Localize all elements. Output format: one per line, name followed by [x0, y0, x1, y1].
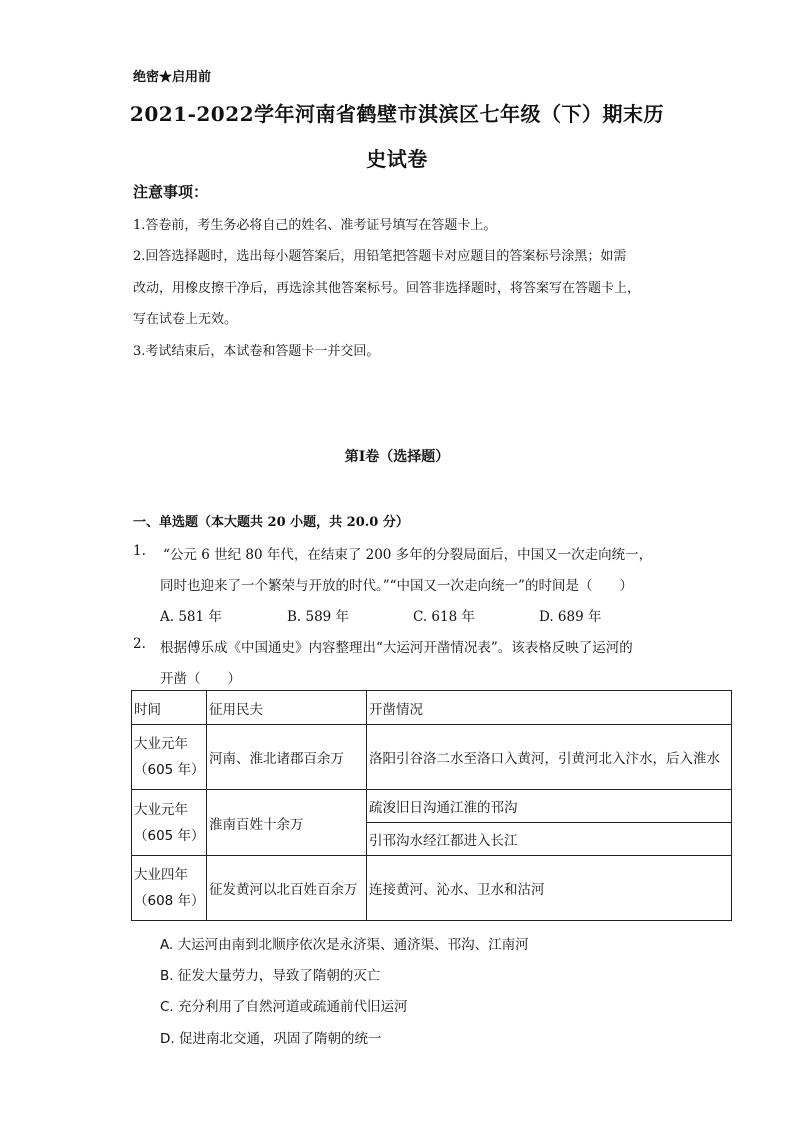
time-cell: [132, 856, 207, 921]
option-b: B. 589 年: [287, 609, 350, 625]
table-row: [132, 856, 732, 921]
option-d: D. 促进南北交通，巩固了隋朝的统一: [160, 1031, 382, 1047]
question-number: 2.: [133, 636, 146, 652]
question-text: “公元 6 世纪 80 年代，在结束了 200 多年的分裂局面后，中国又一次走向统一，: [163, 547, 653, 563]
question-number: 1.: [133, 543, 146, 559]
exam-title-line2: 史试卷: [366, 147, 428, 171]
notice-line: 1.答卷前，考生务必将自己的姓名、准考证号填写在答题卡上。: [133, 218, 497, 233]
time-ad: （605 年）: [134, 762, 205, 778]
works-cell: 洛阳引谷洛二水至洛口入黄河，引黄河北入汴水，后入淮水: [367, 725, 732, 790]
option-a: A. 581 年: [160, 609, 222, 625]
canal-table: [131, 690, 732, 921]
header-cell: 开凿情况: [367, 691, 732, 725]
option-c: C. 618 年: [413, 609, 475, 625]
labor-cell: 淮南百姓十余万: [207, 790, 367, 856]
time-year: 大业元年: [134, 736, 188, 752]
time-cell: [132, 725, 207, 790]
notice-line: 写在试卷上无效。: [133, 312, 238, 327]
labor-cell: 征发黄河以北百姓百余万: [207, 856, 367, 921]
section-title: 第Ⅰ卷（选择题）: [344, 449, 450, 465]
part-heading: 一、单选题（本大题共 20 小题，共 20.0 分）: [133, 515, 409, 530]
time-ad: （608 年）: [134, 893, 205, 909]
notice-heading: 注意事项：: [133, 183, 209, 201]
exam-title-line1: 2021-2022学年河南省鹤壁市淇滨区七年级（下）期末历: [129, 102, 665, 126]
header-cell: 时间: [132, 691, 207, 725]
confidential-label: 绝密★启用前: [133, 70, 212, 85]
option-a: A. 大运河由南到北顺序依次是永济渠、通济渠、邗沟、江南河: [160, 937, 529, 953]
option-c: C. 充分利用了自然河道或疏通前代旧运河: [160, 999, 408, 1015]
table-row: [132, 790, 732, 823]
option-b: B. 征发大量劳力，导致了隋朝的灭亡: [160, 968, 381, 984]
time-year: 大业元年: [134, 801, 188, 818]
question-text: 根据傅乐成《中国通史》内容整理出“大运河开凿情况表”。该表格反映了运河的: [160, 640, 633, 656]
question-text: 开凿（ ）: [160, 671, 241, 687]
works-cell: 疏浚旧日沟通江淮的邗沟: [367, 790, 732, 823]
notice-line: 改动，用橡皮擦干净后，再选涂其他答案标号。回答非选择题时，将答案写在答题卡上，: [133, 281, 641, 296]
works-cell: 连接黄河、沁水、卫水和沽河: [367, 856, 732, 921]
header-cell: 征用民夫: [207, 691, 367, 725]
works-cell: 引邗沟水经江都进入长江: [367, 823, 732, 856]
time-ad: （605 年）: [134, 827, 205, 844]
table-header-row: [132, 691, 732, 725]
table-row: [132, 725, 732, 790]
time-year: 大业四年: [134, 867, 188, 883]
notice-line: 2.回答选择题时，选出每小题答案后，用铅笔把答题卡对应题目的答案标号涂黑；如需: [133, 249, 627, 264]
option-d: D. 689 年: [539, 609, 602, 625]
notice-line: 3.考试结束后，本试卷和答题卡一并交回。: [133, 344, 380, 359]
time-cell: [132, 790, 207, 856]
labor-cell: 河南、淮北诸郡百余万: [207, 725, 367, 790]
question-text: 同时也迎来了一个繁荣与开放的时代。”“中国又一次走向统一”的时间是（ ）: [160, 578, 633, 594]
